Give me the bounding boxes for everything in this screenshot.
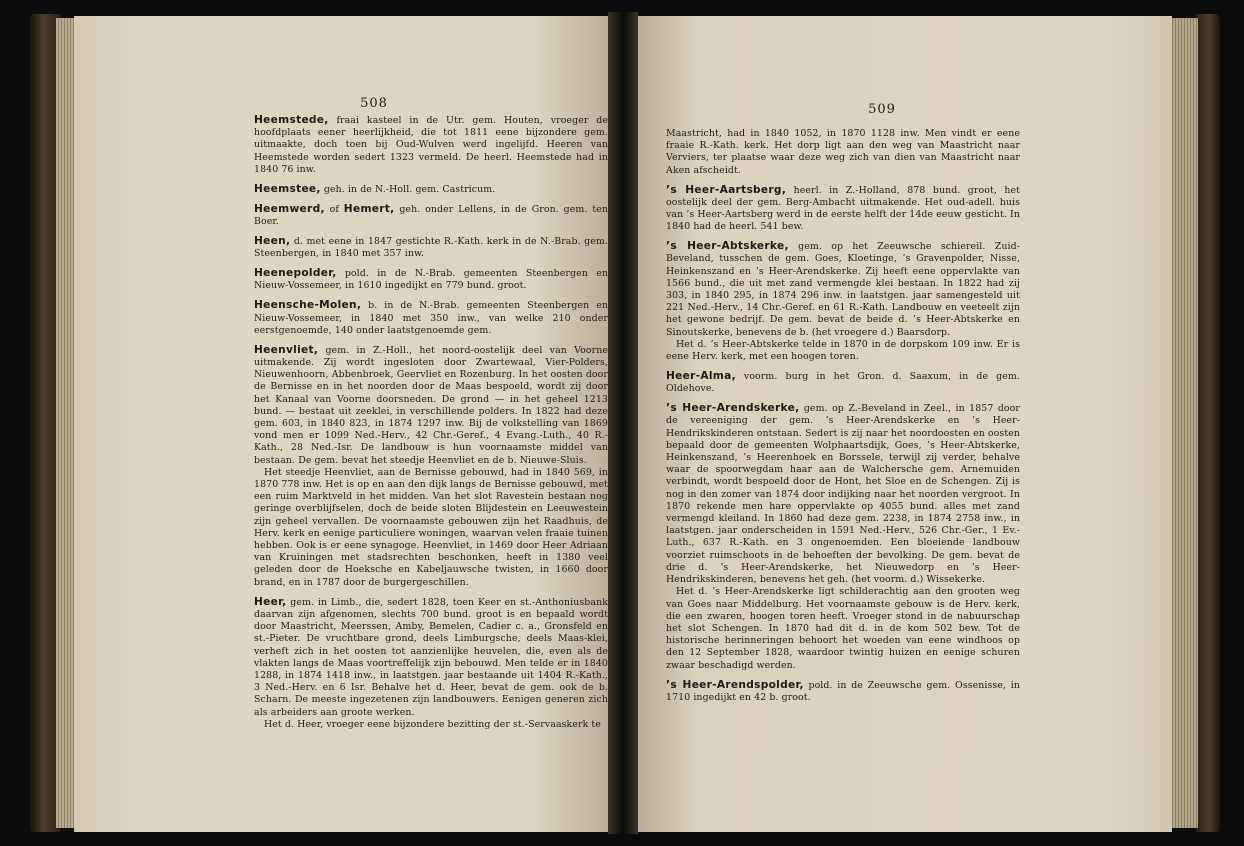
right-page	[632, 16, 1172, 832]
entry-heading: ’s Heer-Arendspolder,	[666, 678, 804, 691]
entry-text: geh. onder Lellens, in de Gron. gem. ten Boer.	[254, 203, 608, 228]
entry-subparagraph: Het steedje Heenvliet, aan de Bernisse gebouwd, had in 1840 569, in 1870 778 inw. Het is op en aan den dijk langs de Bernisse gebouwd, met een ruim Marktveld in het midden. Van het slot Ravestein bestaan nog geringe overblijfselen, doch de beide sloten Blijdestein en Leeuwestein zijn geheel vervallen. De voornaamste gebouwen zijn het Raadhuis, de Herv. kerk en eenige particuliere woningen, waarvan velen fraaie tuinen hebben. Ook is er eene synagoge. Heenvliet, in 1469 door Heer Adriaan van Kruiningen met stadsrechten beschonken, heeft in 1380 veel geleden door de Hoeksche en Kabeljauwsche twisten, in 1660 door brand, en in 1787 door de burgergeschillen.	[254, 466, 608, 588]
entry-text: gem. op Z.-Beveland in Zeel., in 1857 door de vereeniging der gem. ’s Heer-Arendskerke en ’s Heer-Hendrikskinderen ontstaan. Sedert is zij naar het noordoosten en oosten bepaald door de gemeenten Wolphaartsdijk, Goes, ’s Heer-Abtskerke, Heinkenszand, ’s Heerenhoek en Borssele, terwijl zij verder, behalve waar de spoorwegdam haar aan de Walchersche gem. Arnemuiden verbindt, wordt bespoeld door de Hont, het Sloe en de Schengen. Zij is nog in den zomer van 1874 door indijking naar het noorden vergroot. In 1870 rekende men hare oppervlakte op 4055 bund. alles met zand vermengd kleiland. In 1860 had deze gem. 2238, in 1874 2758 inw., in laatstgen. jaar onderscheiden in 1591 Ned.-Herv., 526 Chr.-Ger., 1 Ev.-Luth., 637 R.-Kath. en 3 ongenoemden. Een bloeiende landbouw voorziet ruimschoots in de behoeften der bevolking. De gem. bevat de drie d. ’s Heer-Arendskerke, het Nieuwedorp en ’s Heer-Hendrikskinderen, benevens het geh. (het voorm. d.) Wissekerke.	[666, 403, 1020, 586]
entry-heenepolder	[254, 267, 608, 292]
entry-subparagraph: Het d. ’s Heer-Arendskerke ligt schilderachtig aan den grooten weg van Goes naar Middelburg. Het voornaamste gebouw is de Herv. kerk, die een zwaren, hoogen toren heeft. Vroeger stond in de nabuurschap het slot Schengen. In 1870 had dit d. in de kom 502 bew. Tot de historische herinneringen behoort het woeden van eene windhoos op den 12 September 1828, waardoor twintig huizen en eenige schuren zwaar beschadigd werden.	[666, 586, 1020, 671]
entry-heenvliet	[254, 344, 608, 589]
entry-heen	[254, 235, 608, 260]
entry-heemstede	[254, 114, 608, 176]
entry-heer-arendskerke	[666, 402, 1020, 671]
entry-text: geh. in de N.-Holl. gem. Castricum.	[320, 183, 496, 195]
entry-heading: Heen,	[254, 235, 291, 248]
entry-text: of	[324, 203, 344, 215]
entry-heading: ’s Heer-Aartsberg,	[666, 183, 787, 196]
left-page	[74, 16, 614, 832]
entry-heading: Heemstee,	[254, 182, 321, 195]
entry-heer-alma	[666, 370, 1020, 395]
entry-text: pold. in de N.-Brab. gemeenten Steenbergen en Nieuw-Vossemeer, in 1610 ingedijkt en 779 bund. groot.	[254, 268, 608, 292]
entry-heer-arendspolder	[666, 679, 1020, 704]
entry-text: d. met eene in 1847 gestichte R.-Kath. kerk in de N.-Brab. gem. Steenbergen, in 1840 met 357 inw.	[254, 236, 608, 260]
page-number-left: 508	[360, 96, 388, 111]
entry-subparagraph: Het d. ’s Heer-Abtskerke telde in 1870 in de dorpskom 109 inw. Er is eene Herv. kerk, met een hoogen toren.	[666, 338, 1020, 363]
entry-heading: Heemstede,	[254, 114, 329, 126]
entry-heading: Heemwerd,	[254, 202, 325, 215]
entry-heer	[254, 596, 608, 731]
entry-heading: Heensche-Molen,	[254, 299, 362, 312]
entry-heensche-molen	[254, 299, 608, 337]
entry-heer-abtskerke	[666, 240, 1020, 363]
entry-text: gem. in Limb., die, sedert 1828, toen Keer en st.-Anthoniusbank daarvan zijn afgenomen, slechts 700 bund. groot is en bepaald wordt door Maastricht, Meerssen, Amby, Bemelen, Cadier c. a., Gronsfeld en st.-Pieter. De vruchtbare grond, deels Limburgsche, deels Maas-klei, verheft zich in het oosten tot aanzienlijke heuvelen, die, even als de vlakten langs de Maas voortreffelijk zijn bebouwd. Men telde er in 1840 1288, in 1874 1418 inw., in laatstgen. jaar bestaande uit 1404 R.-Kath., 3 Ned.-Herv. en 6 Isr. Behalve het d. Heer, bevat de gem. ook de b. Scharn. De meeste ingezetenen zijn landbouwers. Eenigen generen zich als arbeiders aan groote werken.	[254, 596, 608, 718]
entry-heading: ’s Heer-Arendskerke,	[666, 402, 800, 415]
entry-heading-alt: Hemert,	[343, 202, 395, 215]
right-text-column	[666, 128, 1020, 711]
entry-text: gem. in Z.-Holl., het noord-oostelijk deel van Voorne uitmakende. Zij wordt ingesloten door Zwartewaal, Vier-Polders, Nieuwenhoorn, Abbenbroek, Geervliet en Rozenburg. In het oosten door de Bernisse en in het noorden door de Maas bespoeld, wordt zij door het Kanaal van Voorne doorsneden. De grond — in het geheel 1213 bund. — bestaat uit zeeklei, in verschillende polders. In 1822 had deze gem. 603, in 1840 823, in 1874 1297 inw. Bij de volkstelling van 1869 vond men er 1099 Ned.-Herv., 42 Chr.-Geref., 4 Evang.-Luth., 40 R.-Kath., 28 Ned.-Isr. De landbouw is hun voornaamste middel van bestaan. De gem. bevat het steedje Heenvliet en de b. Nieuwe-Sluis.	[254, 344, 608, 466]
book-cover-right	[1196, 14, 1220, 832]
entry-heer-aartsberg	[666, 184, 1020, 234]
entry-heemwerd	[254, 203, 608, 228]
entry-heading: Heenvliet,	[254, 343, 319, 356]
entry-heading: Heenepolder,	[254, 267, 337, 280]
entry-heading: Heer,	[254, 595, 287, 608]
entry-heading: ’s Heer-Abtskerke,	[666, 240, 789, 253]
entry-subparagraph: Het d. Heer, vroeger eene bijzondere bezitting der st.-Servaaskerk te	[264, 718, 601, 730]
entry-text: b. in de N.-Brab. gemeenten Steenbergen en Nieuw-Vossemeer, in 1840 met 350 inw., van welke 210 onder eerstgenoemde, 140 onder laatstgenoemde gem.	[254, 300, 608, 336]
entry-text: Maastricht, had in 1840 1052, in 1870 1128 inw. Men vindt er eene fraaie R.-Kath. kerk. Het dorp ligt aan den weg van Maastricht naar Verviers, ter plaatse waar deze weg zich van dien van Maastricht naar Aken afscheidt.	[666, 128, 1020, 176]
entry-heading: Heer-Alma,	[666, 370, 736, 383]
entry-text: pold. in de Zeeuwsche gem. Ossenisse, in 1710 ingedijkt en 42 b. groot.	[666, 679, 1020, 703]
page-edges-left	[56, 18, 74, 828]
entry-text: heerl. in Z.-Holland, 878 bund. groot, het oostelijk deel der gem. Berg-Ambacht uitmakende. Het oud-adell. huis van ’s Heer-Aartsberg werd in de eerste helft der 14de eeuw gesticht. In 1840 had de heerl. 541 bew.	[666, 184, 1020, 233]
entry-text: fraai kasteel in de Utr. gem. Houten, vroeger de hoofdplaats eener heerlijkheid, die tot 1811 eene bijzondere gem. uitmaakte, doch toen bij Oud-Wulven werd ingelijfd. Heeren van Heemstede worden sedert 1323 vermeld. De heerl. Heemstede had in 1840 76 inw.	[254, 115, 608, 175]
entry-text: gem. op het Zeeuwsche schiereil. Zuid-Beveland, tusschen de gem. Goes, Kloetinge, ’s Gravenpolder, Nisse, Heinkenszand en ’s Heer-Arendskerke. Zij heeft eene oppervlakte van 1566 bund., die uit met zand vermengde klei bestaan. In 1822 had zij 303, in 1840 295, in 1874 296 inw. in laatstgen. jaar samengesteld uit 221 Ned.-Herv., 14 Chr.-Geref. en 61 R.-Kath. Landbouw en veeteelt zijn het gewone bedrijf. De gem. bevat de beide d. ’s Heer-Abtskerke en Sinoutskerke, benevens de b. (het vroegere d.) Baarsdorp.	[666, 241, 1020, 338]
entry-continuation	[666, 128, 1020, 177]
left-text-column	[254, 114, 608, 738]
page-number-right: 509	[868, 102, 896, 117]
entry-text: voorm. burg in het Gron. d. Saaxum, in de gem. Oldehove.	[666, 371, 1020, 395]
entry-heemstee	[254, 183, 608, 196]
book-gutter	[608, 12, 638, 834]
page-edges-right	[1170, 18, 1198, 828]
